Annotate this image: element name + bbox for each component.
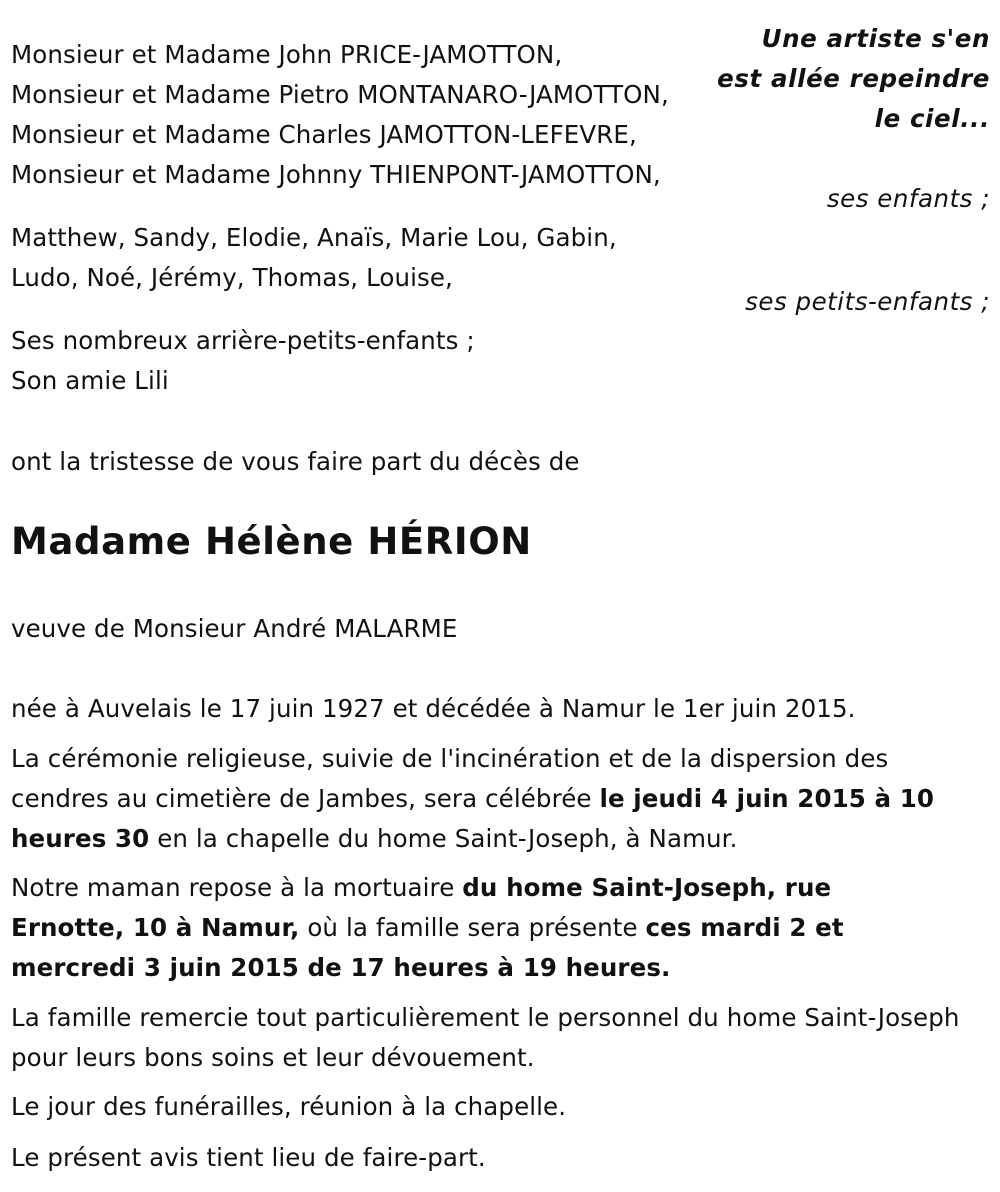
announcement: ont la tristesse de vous faire part du décès de <box>11 447 580 476</box>
great-grandchildren: Ses nombreux arrière-petits-enfants ; <box>11 326 475 355</box>
deceased-name: Madame Hélène HÉRION <box>11 520 532 563</box>
visitation-place: du home Saint-Joseph, rue Ernotte, 10 à Namur, <box>11 873 832 942</box>
child-couple-2: Monsieur et Madame Pietro MONTANARO-JAMOTTON, <box>11 80 669 109</box>
funeral-day: Le jour des funérailles, réunion à la chapelle. <box>11 1092 567 1121</box>
child-couple-4: Monsieur et Madame Johnny THIENPONT-JAMOTTON, <box>11 160 661 189</box>
grandchildren-line-2: Ludo, Noé, Jérémy, Thomas, Louise, <box>11 263 453 292</box>
ceremony-text-1: La cérémonie religieuse, suivie de l'incinération et de la dispersion des cendres au cimetière de Jambes, sera célébrée <box>11 744 889 813</box>
grandchildren-line-1: Matthew, Sandy, Elodie, Anaïs, Marie Lou, Gabin, <box>11 223 617 252</box>
child-couple-1: Monsieur et Madame John PRICE-JAMOTTON, <box>11 40 563 69</box>
ceremony-paragraph <box>11 739 971 859</box>
ceremony-date: le jeudi 4 juin 2015 à 10 heures 30 <box>11 784 935 853</box>
quote-line-3: le ciel... <box>874 104 990 133</box>
friend: Son amie Lili <box>11 366 169 395</box>
visitation-text-2: où la famille sera présente <box>299 913 646 942</box>
quote-line-2: est allée repeindre <box>717 64 990 93</box>
visitation-text-1: Notre maman repose à la mortuaire <box>11 873 463 902</box>
notice: Le présent avis tient lieu de faire-part. <box>11 1143 486 1172</box>
quote-line-1: Une artiste s'en <box>761 24 990 53</box>
birth-death: née à Auvelais le 17 juin 1927 et décédée à Namur le 1er juin 2015. <box>11 694 856 723</box>
thanks-paragraph: La famille remercie tout particulièrement le personnel du home Saint-Joseph pour leurs bons soins et leur dévouement. <box>11 1003 960 1072</box>
visitation-dates: ces mardi 2 et mercredi 3 juin 2015 de 17 heures à 19 heures. <box>11 913 844 982</box>
ceremony-text-2: en la chapelle du home Saint-Joseph, à Namur. <box>149 824 738 853</box>
grandchildren-role: ses petits-enfants ; <box>745 287 990 316</box>
visitation-paragraph <box>11 868 891 988</box>
child-couple-3: Monsieur et Madame Charles JAMOTTON-LEFEVRE, <box>11 120 637 149</box>
widow-of: veuve de Monsieur André MALARME <box>11 614 458 643</box>
children-role: ses enfants ; <box>826 184 990 213</box>
